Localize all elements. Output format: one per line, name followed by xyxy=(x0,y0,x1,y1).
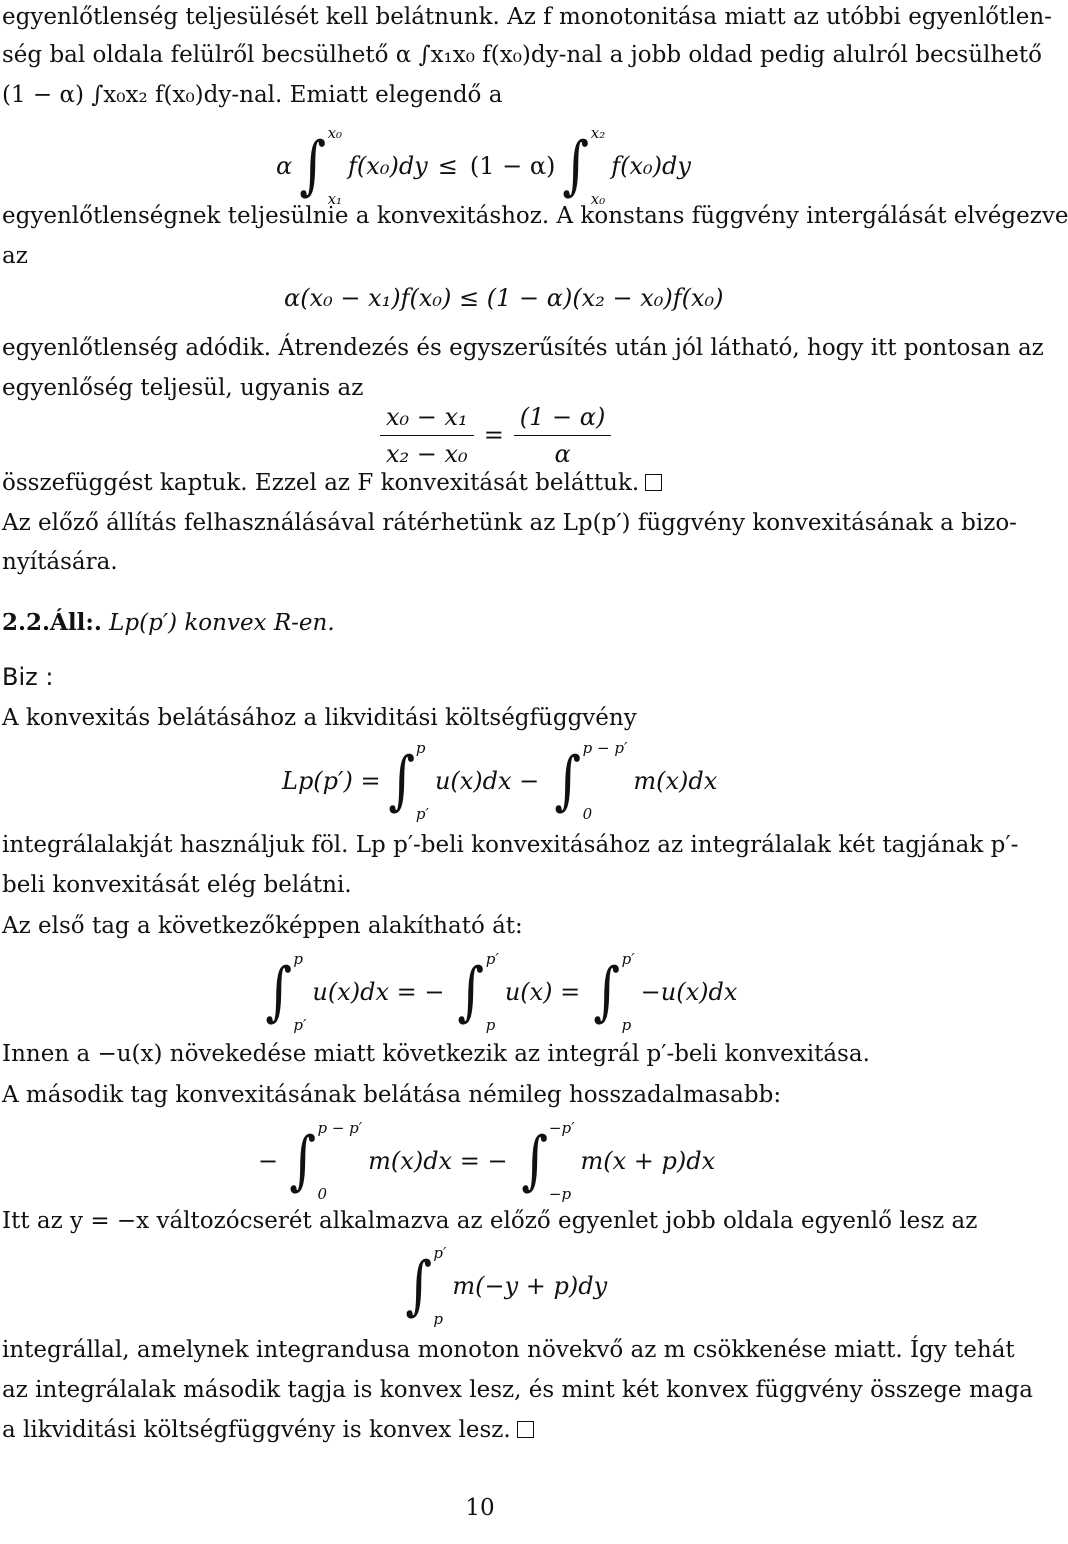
eq1-upper2: x₂ xyxy=(590,124,606,142)
equation-integral-inequality xyxy=(276,118,691,214)
paragraph-line: egyenlőtlenség teljesülését kell belátnunk. Az f monotonitása miatt az utóbbi egyenlőtlen- xyxy=(2,4,1052,30)
equation-constant-integral: α(x₀ − x₁)f(x₀) ≤ (1 − α)(x₂ − x₀)f(x₀) xyxy=(284,284,724,312)
statement-text: Lp(p′) konvex R-en. xyxy=(109,610,335,636)
integral-sign: ∫ p − p′ 0 xyxy=(554,739,628,823)
eq1-integrand1: f(x₀)dy xyxy=(348,152,428,180)
eq4-lhs: Lp(p′) = xyxy=(282,767,381,795)
eq1-lower1: x₁ xyxy=(327,190,343,208)
eq5-integrand1: u(x)dx = − xyxy=(312,978,445,1006)
paragraph-line: Itt az y = −x változócserét alkalmazva az előző egyenlet jobb oldala egyenlő lesz az xyxy=(2,1208,978,1234)
paragraph-line: A második tag konvexitásának belátása némileg hosszadalmasabb: xyxy=(2,1082,782,1108)
paragraph-text: összefüggést kaptuk. Ezzel az F konvexitását beláttuk. xyxy=(2,470,640,496)
eq7-upper: p′ xyxy=(433,1244,447,1262)
eq3-den-right: α xyxy=(554,439,571,468)
eq5-lower1: p′ xyxy=(293,1016,307,1034)
equation-second-term xyxy=(258,1113,715,1209)
eq5-integrand3: −u(x)dx xyxy=(640,978,738,1006)
eq1-leq: ≤ xyxy=(437,152,458,180)
eq1-coef2: (1 − α) xyxy=(469,152,556,180)
paragraph-line: integrállal, amelynek integrandusa monoton növekvő az m csökkenése miatt. Így tehát xyxy=(2,1337,1015,1363)
eq6-lead: − xyxy=(258,1147,279,1175)
integral-sign: ∫ p p′ xyxy=(387,739,429,823)
paragraph-line xyxy=(2,468,958,498)
qed-square-icon xyxy=(645,474,662,491)
paragraph-text: a likviditási költségfüggvény is konvex lesz. xyxy=(2,1417,511,1443)
eq1-lower2: x₀ xyxy=(590,190,606,208)
eq4-lower1: p′ xyxy=(415,805,429,823)
eq6-integrand2: m(x + p)dx xyxy=(580,1147,716,1175)
statement xyxy=(2,608,958,638)
eq4-integrand2: m(x)dx xyxy=(633,767,718,795)
integral-sign: ∫ −p′ −p xyxy=(520,1119,575,1203)
eq5-integrand2: u(x) = xyxy=(504,978,581,1006)
paragraph-line: Innen a −u(x) növekedése miatt következik az integrál p′-beli konvexitása. xyxy=(2,1041,870,1067)
integral-sign: ∫ x₂ x₀ xyxy=(562,124,606,208)
eq7-lower: p xyxy=(433,1310,443,1328)
eq5-lower3: p xyxy=(621,1016,632,1034)
integral-sign: ∫ x₀ x₁ xyxy=(299,124,343,208)
paragraph-line xyxy=(2,1415,958,1445)
eq6-upper1: p − p′ xyxy=(317,1119,363,1137)
proof-heading: Biz : xyxy=(2,663,54,691)
equation-ratio xyxy=(370,402,621,468)
paragraph-line: az integrálalak második tagja is konvex lesz, és mint két konvex függvény összege maga xyxy=(2,1377,1033,1403)
integral-sign: ∫ p − p′ 0 xyxy=(289,1119,363,1203)
eq1-upper1: x₀ xyxy=(327,124,343,142)
eq6-lower2: −p xyxy=(548,1185,572,1203)
eq3-den-left: x₂ − x₀ xyxy=(386,439,468,468)
paragraph-line: nyítására. xyxy=(2,549,118,575)
paragraph-line: egyenlőség teljesül, ugyanis az xyxy=(2,375,364,401)
paragraph-line: A konvexitás belátásához a likviditási költségfüggvény xyxy=(2,705,637,731)
integral-sign: ∫ p′ p xyxy=(593,950,635,1034)
eq3-num-right: (1 − α) xyxy=(514,403,612,436)
paragraph-line: (1 − α) ∫x₀x₂ f(x₀)dy-nal. Emiatt elegendő a xyxy=(2,82,503,108)
eq4-lower2: 0 xyxy=(582,805,593,823)
statement-label: 2.2.Áll:. xyxy=(2,609,102,636)
eq5-lower2: p xyxy=(485,1016,496,1034)
eq4-upper2: p − p′ xyxy=(582,739,628,757)
page-number: 10 xyxy=(465,1495,495,1521)
paragraph-line: egyenlőtlenségnek teljesülnie a konvexitáshoz. A konstans függvény intergálását elvégezve xyxy=(2,203,1068,229)
equation-liquidity-cost xyxy=(282,733,717,829)
eq5-upper2: p′ xyxy=(485,950,499,968)
paragraph-line: ség bal oldala felülről becsülhető α ∫x₁x₀ f(x₀)dy-nal a jobb oldad pedig alulról becsülhető xyxy=(2,42,1042,68)
paragraph-line: Az előző állítás felhasználásával rátérhetünk az Lp(p′) függvény konvexitásának a bizo- xyxy=(2,510,1017,536)
paragraph-line: egyenlőtlenség adódik. Átrendezés és egyszerűsítés után jól látható, hogy itt pontosan az xyxy=(2,335,1044,361)
eq3-equals: = xyxy=(483,421,504,449)
qed-square-icon xyxy=(517,1421,534,1438)
eq4-upper1: p xyxy=(415,739,426,757)
eq3-num-left: x₀ − x₁ xyxy=(380,403,474,436)
eq6-upper2: −p′ xyxy=(548,1119,575,1137)
equation-substituted xyxy=(398,1238,607,1334)
paragraph-line: integrálalakját használjuk föl. Lp p′-beli konvexitásához az integrálalak két tagjának p′- xyxy=(2,832,1019,858)
eq5-upper1: p xyxy=(293,950,303,968)
integral-sign: ∫ p′ p xyxy=(457,950,499,1034)
equation-first-term xyxy=(258,944,737,1040)
eq1-integrand2: f(x₀)dy xyxy=(611,152,691,180)
eq4-integrand1: u(x)dx − xyxy=(434,767,540,795)
integral-sign: ∫ p p′ xyxy=(265,950,307,1034)
eq6-lower1: 0 xyxy=(317,1185,327,1203)
eq7-integrand: m(−y + p)dy xyxy=(452,1272,608,1300)
integral-sign: ∫ p′ p xyxy=(405,1244,447,1328)
eq5-upper3: p′ xyxy=(621,950,635,968)
paragraph-line: az xyxy=(2,243,28,269)
paragraph-line: Az első tag a következőképpen alakítható át: xyxy=(2,913,523,939)
eq1-alpha: α xyxy=(276,152,293,180)
paragraph-line: beli konvexitását elég belátni. xyxy=(2,872,352,898)
eq6-integrand1: m(x)dx = − xyxy=(368,1147,508,1175)
